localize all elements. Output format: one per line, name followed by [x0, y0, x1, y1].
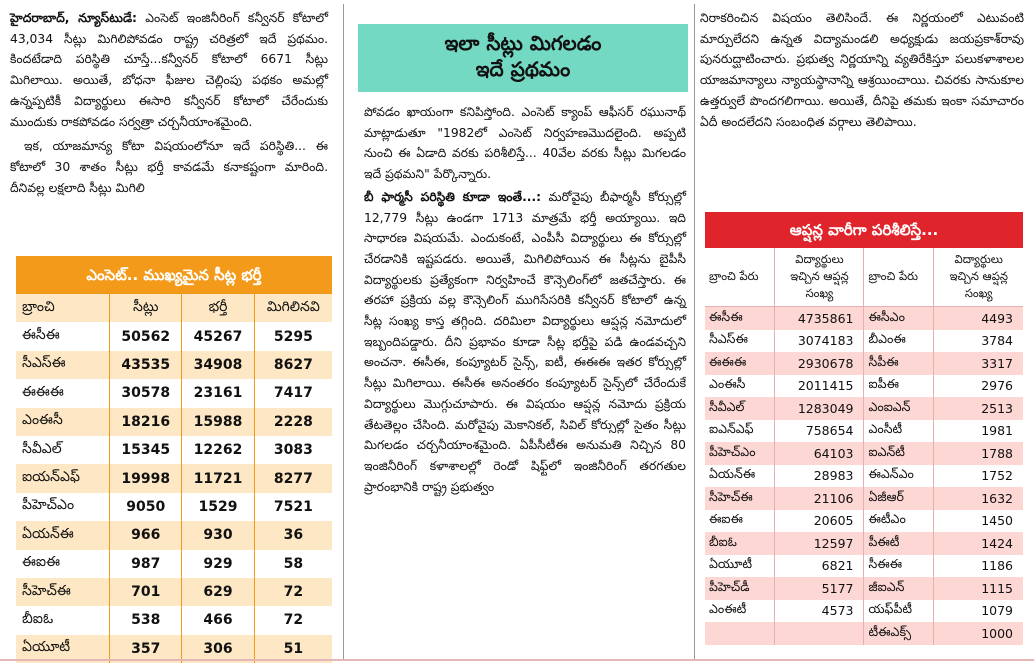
options-cell: 2513: [934, 397, 1023, 420]
column-divider: [343, 4, 344, 660]
options-cell: 4735861: [775, 307, 864, 330]
table-row: [16, 379, 332, 407]
remaining-cell: 5295: [254, 322, 332, 350]
article-headline: [358, 24, 688, 92]
header-cell: విద్యార్థులు ఇచ్చిన ఆప్షన్ల సంఖ్య: [775, 248, 864, 307]
branch-cell: బీఐఓ: [16, 606, 110, 634]
paragraph-text: ఇక, యాజమాన్య కోటా విషయంలోనూ ఇదే పరిస్థితి... ఈ కోటాలో 30 శాతం సీట్లు భర్తీ కావడమే కనాకష్టంగా మారింది. దీనివల్ల లక్షలాది సీట్లు మిగిలి: [10, 139, 328, 195]
options-cell: 1186: [934, 555, 1023, 578]
options-cell: 20605: [775, 510, 864, 533]
options-cell: 3074183: [775, 330, 864, 353]
remaining-cell: 36: [254, 521, 332, 549]
branch-cell: పీహెచ్ఎం: [16, 493, 110, 521]
seats-cell: 9050: [110, 493, 182, 521]
remaining-cell: 51: [254, 635, 332, 663]
table-row: [705, 307, 1023, 330]
table-row: [16, 606, 332, 634]
branch-cell: ఐయన్ఎఫ్: [16, 464, 110, 492]
options-cell: 2011415: [775, 375, 864, 398]
remaining-cell: 72: [254, 578, 332, 606]
options-cell: 1450: [934, 510, 1023, 533]
remaining-cell: 72: [254, 606, 332, 634]
branch-cell: ఐఎన్‌టీ: [864, 442, 934, 465]
branch-cell: ఈఈఈ: [16, 379, 110, 407]
filled-cell: 466: [182, 606, 254, 634]
branch-cell: ఈఐఈ: [16, 550, 110, 578]
branch-cell: బీఐఓ: [705, 532, 775, 555]
header-cell: బ్రాంచి పేరు: [864, 248, 934, 307]
table-row: [16, 464, 332, 492]
options-cell: 1283049: [775, 397, 864, 420]
options-cell: 5177: [775, 577, 864, 600]
table-row: [705, 352, 1023, 375]
table-row: [705, 330, 1023, 353]
headline-line: ఇదే ప్రథమం: [475, 57, 571, 81]
table-row: [16, 322, 332, 350]
subheading: బీ ఫార్మసీ పరిస్థితి కూడా ఇంతే...:: [364, 189, 542, 204]
options-cell: 2930678: [775, 352, 864, 375]
branch-cell: ఈసీఈ: [705, 307, 775, 330]
header-cell: విద్యార్థులు ఇచ్చిన ఆప్షన్ల సంఖ్య: [934, 248, 1023, 307]
table-row: [16, 578, 332, 606]
options-cell: 758654: [775, 420, 864, 443]
branch-cell: ఈఎన్ఎం: [864, 465, 934, 488]
table-row: [705, 487, 1023, 510]
table-header-row: [705, 248, 1023, 307]
dateline: హైదరాబాద్, న్యూస్‌టుడే:: [10, 11, 137, 25]
seats-cell: 50562: [110, 322, 182, 350]
seats-cell: 357: [110, 635, 182, 663]
remaining-cell: 2228: [254, 408, 332, 436]
branch-cell: ఐపీఈ: [864, 375, 934, 398]
options-cell: 64103: [775, 442, 864, 465]
article-column-1: [10, 8, 328, 198]
seats-cell: 43535: [110, 351, 182, 379]
article-paragraph: నిరాకరించిన విషయం తెలిసిందే. ఈ నిర్ణయంలో ఎటువంటి మార్పులేదని ఉన్నత విద్యామండలి అధ్యక్షుడు జయప్రకాశ్‌రావు పునరుద్ఘాటించారు. ప్రభుత్వ నిర్ణయాన్ని వ్యతిరేకిస్తూ పలుకళాశాలల యాజమాన్యాలు న్యాయస్థానాన్ని ఆశ్రయించాయి. చివరకు సానుకూల ఉత్తర్వులే పొందగలిగాయి. అయితే, దీనిపై తమకు ఇంకా సమాచారం ఏదీ అందలేదని సంబంధిత వర్గాలు తెలిపాయి.: [700, 11, 1024, 129]
branch-cell: ఎంసీటీ: [864, 420, 934, 443]
header-cell: బ్రాంచి: [16, 294, 110, 322]
headline-line: ఇలా సీట్లు మిగలడం: [444, 31, 602, 55]
branch-cell: [705, 622, 775, 645]
branch-cell: ఈఈఈ: [705, 352, 775, 375]
header-cell: బ్రాంచి పేరు: [705, 248, 775, 307]
filled-cell: 306: [182, 635, 254, 663]
branch-cell: ఈటీఎం: [864, 510, 934, 533]
paragraph-text: మరోవైపు బీఫార్మసీ కోర్సుల్లో 12,779 సీట్లు ఉండగా 1713 మాత్రమే భర్తీ అయ్యాయి. ఇది సాధారణ విషయమే. ఎందుకంటే, ఎంపీసీ విద్యార్థులు ఈ కోర్సుల్లో చేరడానికి ఇష్టపడరు. అయితే, మిగిలిపోయిన ఈ సీట్లను బైపీసీ విద్యార్థులకు ప్రత్యేకంగా నిర్వహించే కౌన్సెలింగ్‌లో జతచేస్తారు. ఈ తరహా ప్రక్రియ వల్ల కౌన్సెలింగ్ ముగిసేసరికి కన్వీనర్ కోటాలో ఉన్న సీట్ల సంఖ్య కాస్త తగ్గింది. దరిమిలా విద్యార్థులు ఆప్షన్ల నమోదులో ఇబ్బందిపడ్డారు. దీని ప్రభావం కూడా సీట్ల భర్తీపై పడి ఉండవచ్చని అంచనా. ఈసీఈ, కంప్యూటర్ సైన్స్, ఐటీ, ఈఈఈ ఇతర కోర్సుల్లో సీట్లు మిగిలాయి. ఈసీఈ అనంతరం కంప్యూటర్ సైన్స్‌లో చేరేందుకే విద్యార్థులు మొగ్గుచూపారు. ఈ విషయం ఆప్షన్ల నమోదు ప్రక్రియ తేటతెల్లం చేసింది. మరోవైపు మెకానికల్, సివిల్ కోర్సుల్లో సైతం సీట్లు మిగలడం చర్చనీయాంశమైంది. ఏపీసీటీఈ అనుమతి నిచ్చిన 80 ఇంజినీరింగ్ కళాశాలల్లో రెండో షిఫ్ట్‌లో ఇంజినీరింగ్ తరగతుల ప్రారంభానికి రాష్ట్ర ప్రభుత్వం: [364, 189, 686, 494]
table-row: [705, 375, 1023, 398]
branch-cell: టీఈఎక్స్: [864, 622, 934, 645]
branch-cell: యఫ్‌పీటీ: [864, 600, 934, 623]
branch-cell: సీఎస్ఈ: [16, 351, 110, 379]
branch-cell: జీఐఎన్: [864, 577, 934, 600]
article-paragraph: [10, 8, 328, 132]
remaining-cell: 7521: [254, 493, 332, 521]
filled-cell: 930: [182, 521, 254, 549]
options-cell: 1981: [934, 420, 1023, 443]
branch-cell: బీఎంఈ: [864, 330, 934, 353]
header-cell: మిగిలినవి: [254, 294, 332, 322]
seats-cell: 18216: [110, 408, 182, 436]
table-row: [16, 493, 332, 521]
header-cell: సీట్లు: [110, 294, 182, 322]
branch-cell: ఈసీఈ: [16, 322, 110, 350]
options-cell: 2976: [934, 375, 1023, 398]
options-cell: 1752: [934, 465, 1023, 488]
seats-cell: 15345: [110, 436, 182, 464]
branch-cell: పీఈటీ: [864, 532, 934, 555]
table-row: [705, 600, 1023, 623]
options-cell: 3784: [934, 330, 1023, 353]
options-cell: 21106: [775, 487, 864, 510]
branch-cell: సీహెచ్ఈ: [705, 487, 775, 510]
branch-cell: ఏయూటీ: [16, 635, 110, 663]
branch-cell: ఎంఈసీ: [16, 408, 110, 436]
table-title: ఆప్షన్ల వారీగా పరిశీలిస్తే...: [705, 212, 1023, 248]
article-column-3: [700, 8, 1024, 132]
options-cell: [775, 622, 864, 645]
table-row: [16, 436, 332, 464]
table-row: [16, 550, 332, 578]
options-cell: 1079: [934, 600, 1023, 623]
filled-cell: 45267: [182, 322, 254, 350]
branch-cell: ఎంఈటీ: [705, 600, 775, 623]
table-row: [705, 510, 1023, 533]
filled-cell: 23161: [182, 379, 254, 407]
seats-filled-table: [16, 256, 332, 663]
table-row: [705, 622, 1023, 645]
options-cell: 1788: [934, 442, 1023, 465]
branch-cell: ఎంఈసీ: [705, 375, 775, 398]
filled-cell: 15988: [182, 408, 254, 436]
table-header-row: [16, 294, 332, 322]
options-cell: 4493: [934, 307, 1023, 330]
branch-cell: సీఎస్ఈ: [705, 330, 775, 353]
article-paragraph: [10, 136, 328, 198]
filled-cell: 11721: [182, 464, 254, 492]
table-title: ఎంసెట్.. ముఖ్యమైన సీట్ల భర్తీ: [16, 256, 332, 294]
branch-cell: ఏజీఆర్: [864, 487, 934, 510]
table-row: [705, 442, 1023, 465]
remaining-cell: 3083: [254, 436, 332, 464]
seats-cell: 30578: [110, 379, 182, 407]
table-row: [705, 555, 1023, 578]
remaining-cell: 8277: [254, 464, 332, 492]
branch-cell: సీవీఎల్: [16, 436, 110, 464]
seats-cell: 987: [110, 550, 182, 578]
seats-cell: 701: [110, 578, 182, 606]
branch-cell: పీహెచ్‌డీ: [705, 577, 775, 600]
filled-cell: 629: [182, 578, 254, 606]
options-table: [705, 212, 1023, 645]
options-cell: 28983: [775, 465, 864, 488]
options-cell: 1115: [934, 577, 1023, 600]
seats-cell: 538: [110, 606, 182, 634]
branch-cell: ఈసీఎం: [864, 307, 934, 330]
options-cell: 1632: [934, 487, 1023, 510]
table-row: [705, 420, 1023, 443]
article-paragraph: పోవడం ఖాయంగా కనిపిస్తోంది. ఎంసెట్ క్యాంప్ ఆఫీసర్ రఘునాథ్ మాట్లాడుతూ "1982లో ఎంసెట్ నిర్వహణమొదలైంది. అప్పటి నుంచి ఈ ఏడాది వరకు పరిశీలిస్తే... 40వేల వరకు సీట్లు మిగలడం ఇదే ప్రథమని" పేర్కొన్నారు.: [364, 105, 686, 182]
branch-cell: ఐఎన్ఎఫ్: [705, 420, 775, 443]
branch-cell: సీపీఈ: [864, 352, 934, 375]
branch-cell: సీహెచ్ఈ: [16, 578, 110, 606]
paragraph-text: ఎంసెట్ ఇంజినీరింగ్ కన్వీనర్ కోటాలో 43,034 సీట్లు మిగిలిపోవడం రాష్ట్ర చరిత్రలో ఇదే ప్రథమం. కిందటేడాది పరిస్థితి చూస్తే...కన్వీనర్ కోటాలో 6671 సీట్లు మిగిలాయి. అయితే, బోధనా ఫీజుల చెల్లింపు పథకం అమల్లో ఉన్నప్పటికీ విద్యార్థులు ఈసారి కన్వీనర్ కోటాలో చేరేందుకు ముందుకు రాకపోవడం సర్వత్రా చర్చనీయాంశమైంది.: [10, 11, 328, 129]
branch-cell: పీహెచ్ఎం: [705, 442, 775, 465]
article-paragraph: [364, 187, 686, 498]
branch-cell: ఏయూటీ: [705, 555, 775, 578]
remaining-cell: 7417: [254, 379, 332, 407]
options-cell: 12597: [775, 532, 864, 555]
table-row: [16, 351, 332, 379]
options-cell: 1424: [934, 532, 1023, 555]
table-row: [705, 397, 1023, 420]
options-cell: 3317: [934, 352, 1023, 375]
table-row: [16, 408, 332, 436]
column-divider: [694, 4, 695, 660]
branch-cell: సీఈఈ: [864, 555, 934, 578]
options-cell: 6821: [775, 555, 864, 578]
filled-cell: 1529: [182, 493, 254, 521]
seats-cell: 966: [110, 521, 182, 549]
article-column-2: [364, 102, 686, 497]
options-cell: 1000: [934, 622, 1023, 645]
branch-cell: ఏయన్ఈ: [705, 465, 775, 488]
seats-cell: 19998: [110, 464, 182, 492]
table-row: [705, 532, 1023, 555]
table-row: [16, 521, 332, 549]
branch-cell: ఈఐఈ: [705, 510, 775, 533]
branch-cell: ఏయన్ఈ: [16, 521, 110, 549]
table-row: [705, 577, 1023, 600]
remaining-cell: 58: [254, 550, 332, 578]
filled-cell: 929: [182, 550, 254, 578]
table-row: [705, 465, 1023, 488]
remaining-cell: 8627: [254, 351, 332, 379]
header-cell: భర్తీ: [182, 294, 254, 322]
branch-cell: ఎంఐఎన్: [864, 397, 934, 420]
branch-cell: సీవీఎల్: [705, 397, 775, 420]
filled-cell: 34908: [182, 351, 254, 379]
page-bottom-rule: [0, 659, 1034, 661]
filled-cell: 12262: [182, 436, 254, 464]
options-cell: 4573: [775, 600, 864, 623]
